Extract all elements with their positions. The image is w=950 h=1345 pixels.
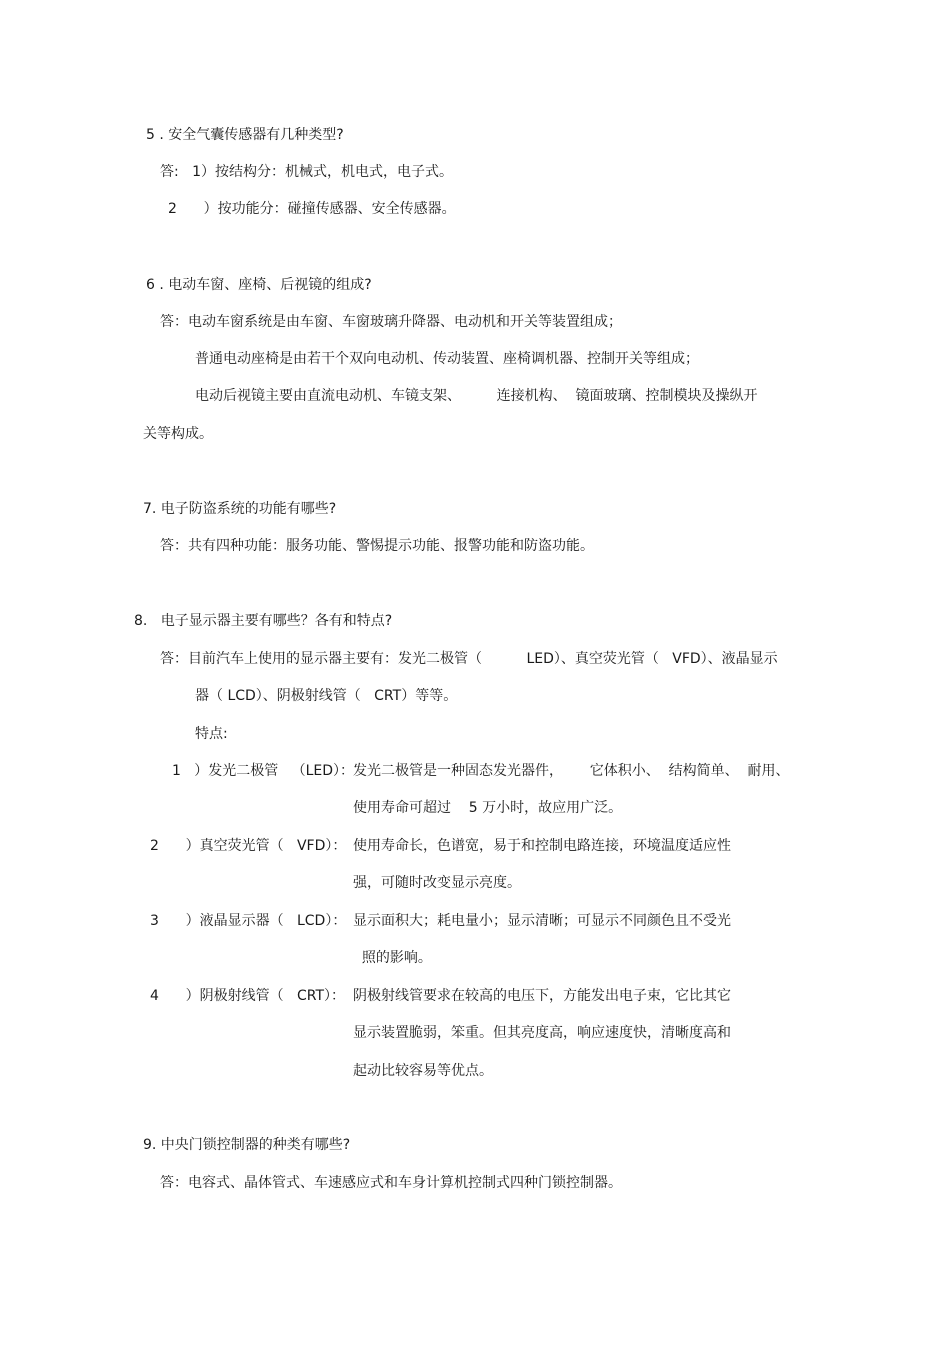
q9-title: 9. 中央门锁控制器的种类有哪些? — [143, 1137, 351, 1153]
q5-answer-line-2: 2 ）按功能分：碰撞传感器、安全传感器。 — [168, 201, 456, 217]
q6-answer-line-3: 电动后视镜主要由直流电动机、车镜支架、 连接机构、 镜面玻璃、控制模块及操纵开 — [195, 388, 758, 404]
q5-answer-line-1: 答: 1）按结构分：机械式，机电式，电子式。 — [160, 164, 453, 180]
q8-answer-line-1: 答：目前汽车上使用的显示器主要有：发光二极管（ LED）、真空荧光管（ VFD）、液晶显示 — [160, 651, 778, 667]
q9-answer: 答：电容式、晶体管式、车速感应式和车身计算机控制式四种门锁控制器。 — [160, 1175, 622, 1191]
q7-title: 7. 电子防盗系统的功能有哪些? — [143, 501, 337, 517]
q6-answer-line-2: 普通电动座椅是由若干个双向电动机、传动装置、座椅调机器、控制开关等组成； — [195, 351, 699, 367]
q8-features-label: 特点: — [195, 726, 228, 742]
q8-item-4-line-3: 起动比较容易等优点。 — [353, 1063, 493, 1079]
q5-title: 5 . 安全气囊传感器有几种类型? — [146, 127, 344, 143]
q6-answer-line-4: 关等构成。 — [143, 426, 213, 442]
q8-item-2-line-2: 强，可随时改变显示亮度。 — [353, 875, 521, 891]
q8-item-2-label: 2 ）真空荧光管（ VFD）： — [150, 838, 347, 854]
q8-item-2-line-1: 使用寿命长，色谱宽，易于和控制电路连接，环境温度适应性 — [353, 838, 731, 854]
q8-item-3-line-2: 照的影响。 — [353, 950, 432, 966]
q8-item-1-line-2: 使用寿命可超过 5 万小时，故应用广泛。 — [353, 800, 623, 816]
q8-item-4-line-2: 显示装置脆弱，笨重。但其亮度高，响应速度快，清晰度高和 — [353, 1025, 731, 1041]
q8-item-1-line-1: 发光二极管是一种固态发光器件， 它体积小、 结构简单、 耐用、 — [353, 763, 790, 779]
q8-item-3-label: 3 ）液晶显示器（ LCD）： — [150, 913, 347, 929]
q7-answer: 答：共有四种功能：服务功能、警惕提示功能、报警功能和防盗功能。 — [160, 538, 594, 554]
q8-item-3-line-1: 显示面积大；耗电量小；显示清晰；可显示不同颜色且不受光 — [353, 913, 731, 929]
q6-answer-line-1: 答：电动车窗系统是由车窗、车窗玻璃升降器、电动机和开关等装置组成； — [160, 314, 622, 330]
q8-item-1-label: 1 ）发光二极管 （LED）： — [172, 763, 355, 779]
q6-title: 6 . 电动车窗、座椅、后视镜的组成? — [146, 277, 372, 293]
q8-item-4-label: 4 ）阴极射线管（ CRT）： — [150, 988, 345, 1004]
q8-answer-line-2: 器（ LCD）、阴极射线管（ CRT）等等。 — [195, 688, 458, 704]
q8-title: 8. 电子显示器主要有哪些？各有和特点? — [134, 613, 393, 629]
q8-item-4-line-1: 阴极射线管要求在较高的电压下，方能发出电子束，它比其它 — [353, 988, 731, 1004]
